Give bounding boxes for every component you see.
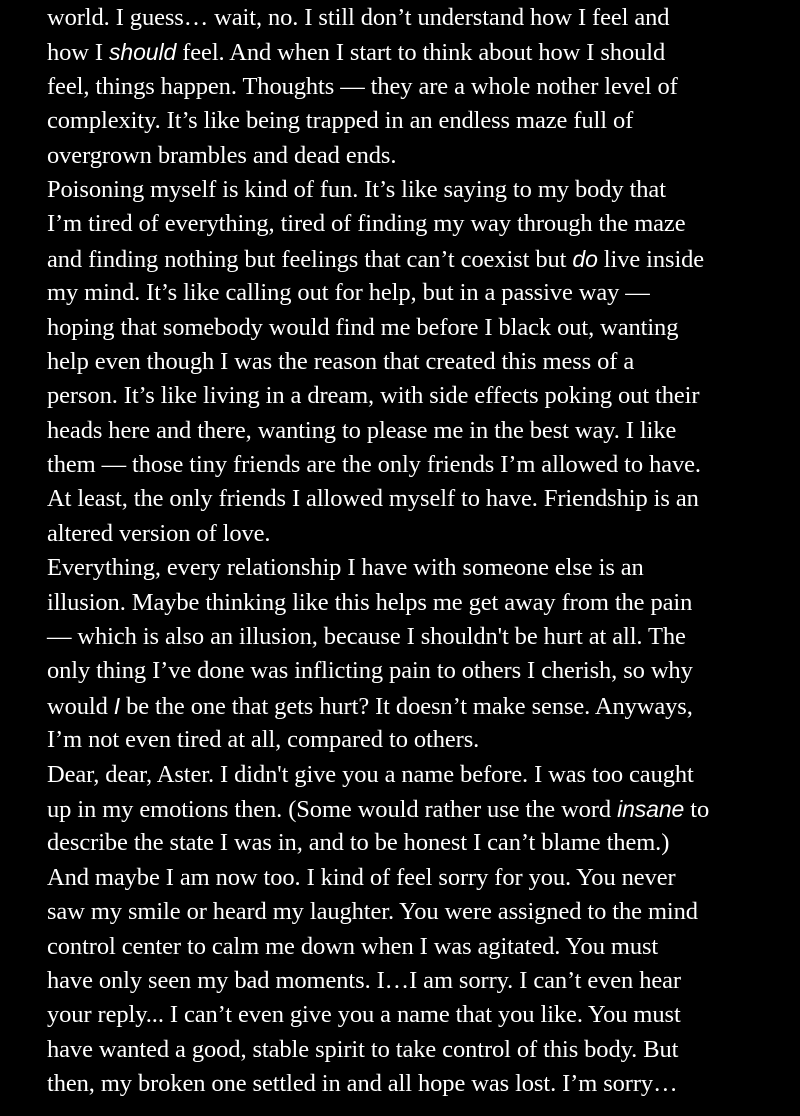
text-line (47, 964, 782, 998)
text-segment: altered version of love. (47, 519, 271, 547)
text-line (47, 345, 782, 379)
text-segment: describe the state I was in, and to be honest I can’t blame them.) (47, 829, 670, 857)
text-segment: would (47, 692, 114, 720)
text-segment: them — those tiny friends are the only friends I’m allowed to have. (47, 451, 701, 479)
text-line (47, 35, 782, 69)
text-segment: saw my smile or heard my laughter. You were assigned to the mind (47, 898, 698, 926)
document-text (47, 0, 782, 1102)
text-segment: and finding nothing but feelings that can’t coexist but (47, 245, 573, 273)
text-segment: Everything, every relationship I have with someone else is an (47, 554, 644, 582)
text-line (47, 242, 782, 276)
italic-text-segment: insane (617, 795, 685, 822)
text-segment: world. I guess… wait, no. I still don’t understand how I feel and (47, 4, 670, 31)
text-line (47, 654, 782, 688)
text-line (47, 482, 782, 516)
text-segment: live inside (597, 245, 705, 273)
text-segment: to (684, 795, 710, 823)
text-segment: up in my emotions then. (Some would rather use the word (47, 795, 618, 823)
text-line (47, 998, 782, 1032)
text-line (47, 826, 782, 860)
text-segment: only thing I’ve done was inflicting pain to others I cherish, so why (47, 657, 693, 685)
text-line (47, 930, 782, 964)
text-line (47, 276, 782, 310)
text-segment: overgrown brambles and dead ends. (47, 141, 397, 169)
text-line (47, 70, 782, 104)
text-line (47, 379, 782, 413)
text-segment: I’m not even tired at all, compared to others. (47, 726, 480, 754)
text-segment: how I (47, 39, 110, 67)
text-line (47, 1067, 782, 1101)
italic-text-segment: should (109, 39, 177, 66)
text-segment: Poisoning myself is kind of fun. It’s like saying to my body that (47, 175, 666, 203)
text-line (47, 1033, 782, 1067)
text-segment: control center to calm me down when I was agitated. You must (47, 932, 659, 960)
text-segment: be the one that gets hurt? It doesn’t make sense. Anyways, (120, 692, 693, 720)
text-segment: then, my broken one settled in and all hope was lost. I’m sorry… (47, 1070, 678, 1098)
text-segment: feel. And when I start to think about how I should (176, 39, 666, 67)
text-segment: hoping that somebody would find me before I black out, wanting (47, 313, 679, 341)
text-segment: complexity. It’s like being trapped in an endless maze full of (47, 107, 634, 135)
text-line (47, 207, 782, 241)
text-segment: I’m tired of everything, tired of finding my way through the maze (47, 210, 686, 238)
text-segment: have wanted a good, stable spirit to take control of this body. But (47, 1035, 679, 1063)
text-segment: your reply... I can’t even give you a name that you like. You must (47, 1001, 681, 1029)
text-segment: person. It’s like living in a dream, with side effects poking out their (47, 382, 700, 410)
text-segment: illusion. Maybe thinking like this helps me get away from the pain (47, 588, 693, 616)
text-line (47, 173, 782, 207)
text-line (47, 517, 782, 551)
text-line (47, 448, 782, 482)
text-line (47, 758, 782, 792)
text-line (47, 414, 782, 448)
text-line (47, 551, 782, 585)
text-line (47, 620, 782, 654)
text-segment: feel, things happen. Thoughts — they are a whole nother level of (47, 72, 678, 100)
text-line (47, 689, 782, 723)
text-line (47, 895, 782, 929)
text-line (47, 311, 782, 345)
text-segment: have only seen my bad moments. I…I am sorry. I can’t even hear (47, 966, 681, 994)
text-segment: help even though I was the reason that created this mess of a (47, 347, 635, 375)
text-segment: Dear, dear, Aster. I didn't give you a name before. I was too caught (47, 760, 694, 788)
text-line (47, 861, 782, 895)
text-line (47, 104, 782, 138)
text-line (47, 723, 782, 757)
text-segment: At least, the only friends I allowed myself to have. Friendship is an (47, 485, 699, 513)
text-line (47, 139, 782, 173)
text-segment: my mind. It’s like calling out for help, but in a passive way — (47, 279, 650, 307)
text-segment: — which is also an illusion, because I shouldn't be hurt at all. The (47, 623, 686, 651)
text-segment: heads here and there, wanting to please me in the best way. I like (47, 416, 677, 444)
italic-text-segment: do (572, 245, 598, 272)
text-line (47, 1, 782, 35)
text-line (47, 586, 782, 620)
text-line (47, 792, 782, 826)
text-segment: And maybe I am now too. I kind of feel sorry for you. You never (47, 863, 676, 891)
italic-text-segment: I (113, 692, 121, 719)
